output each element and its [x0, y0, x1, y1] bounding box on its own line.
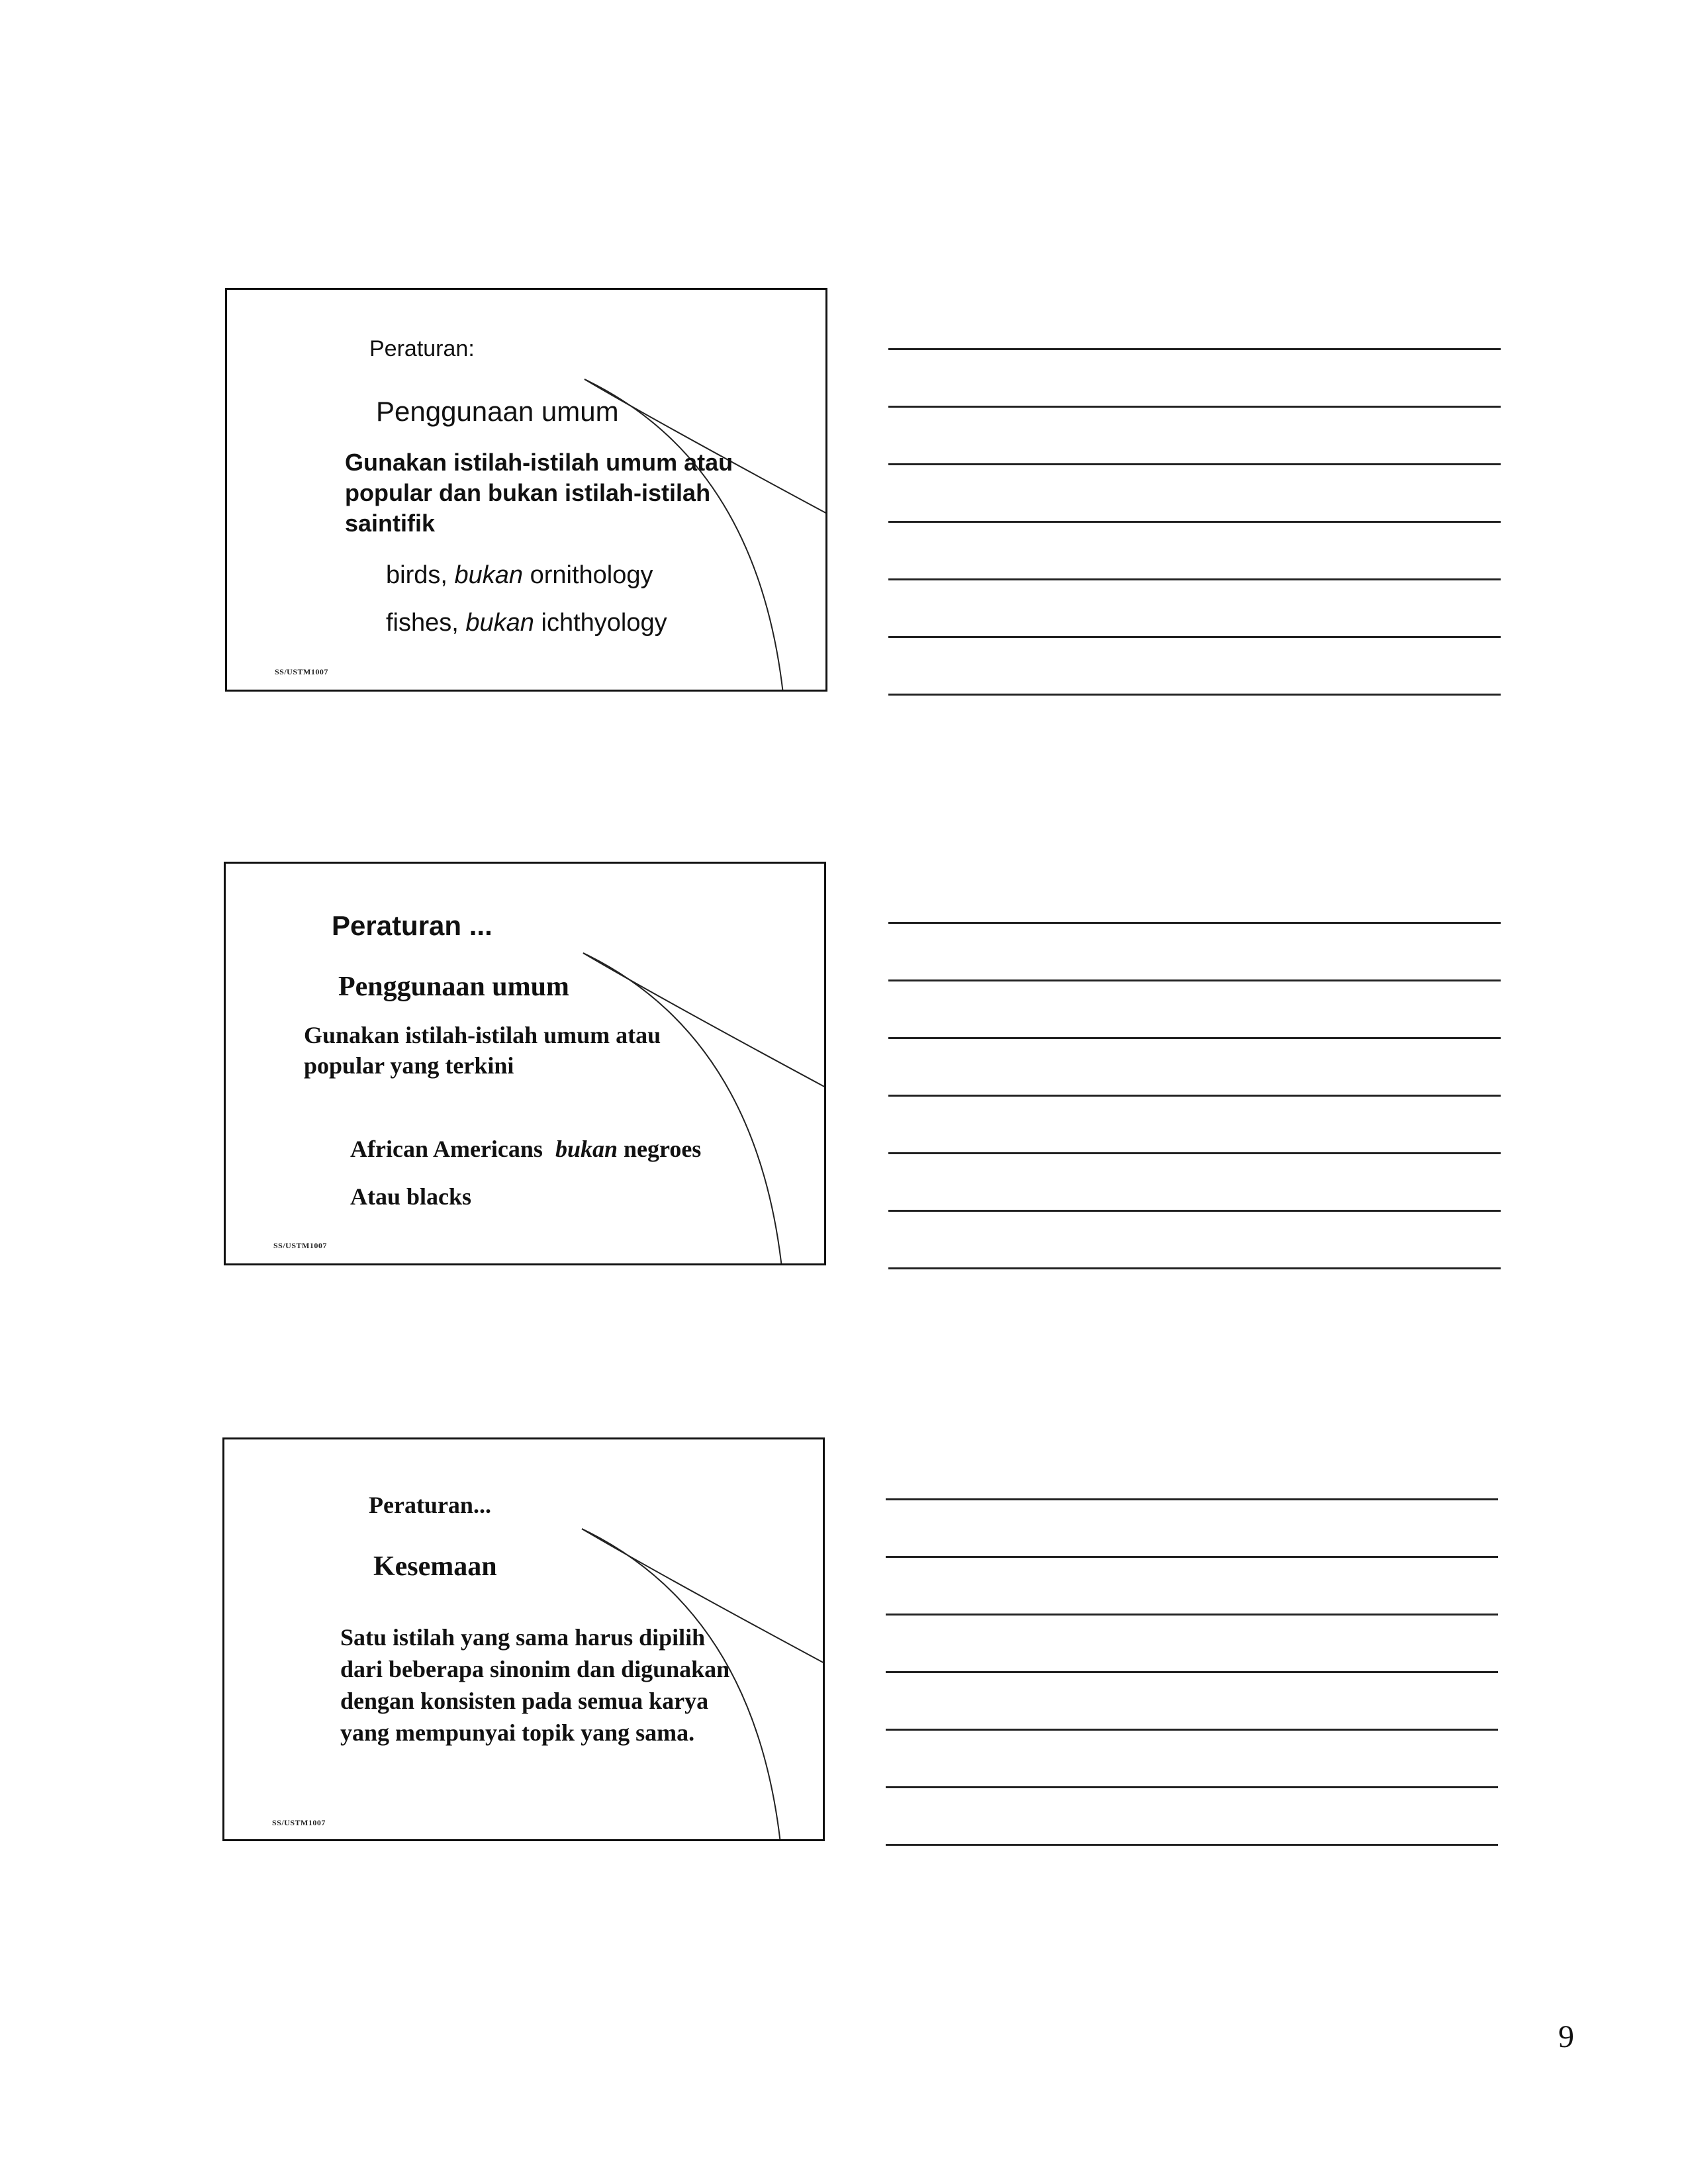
- slide-footer: SS/USTM1007: [273, 1241, 327, 1250]
- note-line: [888, 694, 1501, 696]
- note-line: [888, 1210, 1501, 1212]
- slide-body-line: Gunakan istilah-istilah umum atau: [345, 449, 733, 476]
- slide-subheading: Kesemaan: [373, 1551, 497, 1582]
- slide-body-line: dengan konsisten pada semua karya: [340, 1688, 709, 1714]
- slide-footer: SS/USTM1007: [275, 667, 328, 676]
- note-line: [888, 1095, 1501, 1097]
- note-line: [888, 979, 1501, 981]
- example-term: African Americans: [350, 1136, 543, 1162]
- note-line: [888, 521, 1501, 523]
- example-connector: bukan: [555, 1136, 618, 1162]
- note-lines-3: [886, 1498, 1498, 1849]
- example-alt-term: ichthyology: [541, 609, 667, 637]
- note-line: [886, 1556, 1498, 1558]
- note-line: [888, 922, 1501, 924]
- example-connector: bukan: [454, 561, 524, 589]
- example-connector: bukan: [465, 609, 534, 637]
- note-line: [888, 578, 1501, 580]
- note-line: [886, 1786, 1498, 1788]
- slide-subheading: Penggunaan umum: [376, 396, 619, 427]
- slide-body-line: popular dan bukan istilah-istilah: [345, 479, 711, 506]
- note-line: [888, 463, 1501, 465]
- note-line: [886, 1498, 1498, 1500]
- example-alt-term: ornithology: [530, 561, 653, 589]
- slide-footer: SS/USTM1007: [272, 1818, 326, 1827]
- note-lines-1: [888, 348, 1501, 699]
- slide-subheading: Penggunaan umum: [338, 972, 569, 1002]
- note-line: [886, 1671, 1498, 1673]
- note-line: [888, 1267, 1501, 1269]
- note-line: [888, 348, 1501, 350]
- slide-body-line: popular yang terkini: [304, 1052, 514, 1079]
- note-line: [886, 1729, 1498, 1731]
- page-number: 9: [1558, 2019, 1574, 2054]
- note-line: [888, 1037, 1501, 1039]
- slide-3: [222, 1437, 825, 1841]
- example-alt-term: negroes: [623, 1136, 702, 1162]
- slide-body-line: Gunakan istilah-istilah umum atau: [304, 1022, 661, 1048]
- example-term: fishes,: [386, 609, 459, 637]
- slide-body-line: yang mempunyai topik yang sama.: [340, 1719, 695, 1746]
- slide-2: [224, 862, 826, 1265]
- note-line: [888, 406, 1501, 408]
- slide-heading: Peraturan ...: [332, 910, 492, 941]
- slide-example-line: [386, 561, 653, 590]
- slide-body-line: saintifik: [345, 510, 436, 537]
- slide-body-line: Satu istilah yang sama harus dipilih: [340, 1624, 706, 1651]
- slide-body-line: dari beberapa sinonim dan digunakan: [340, 1656, 730, 1682]
- slide-example-line: Atau blacks: [350, 1183, 472, 1210]
- slide-example-line: [386, 609, 667, 637]
- note-line: [888, 636, 1501, 638]
- note-line: [886, 1614, 1498, 1615]
- example-term: birds,: [386, 561, 447, 589]
- slide-example-line: [350, 1135, 701, 1163]
- slide-heading: Peraturan...: [369, 1492, 491, 1518]
- note-line: [888, 1152, 1501, 1154]
- slide-heading: Peraturan:: [369, 336, 475, 361]
- note-lines-2: [888, 922, 1501, 1273]
- slide-1: [225, 288, 827, 692]
- note-line: [886, 1844, 1498, 1846]
